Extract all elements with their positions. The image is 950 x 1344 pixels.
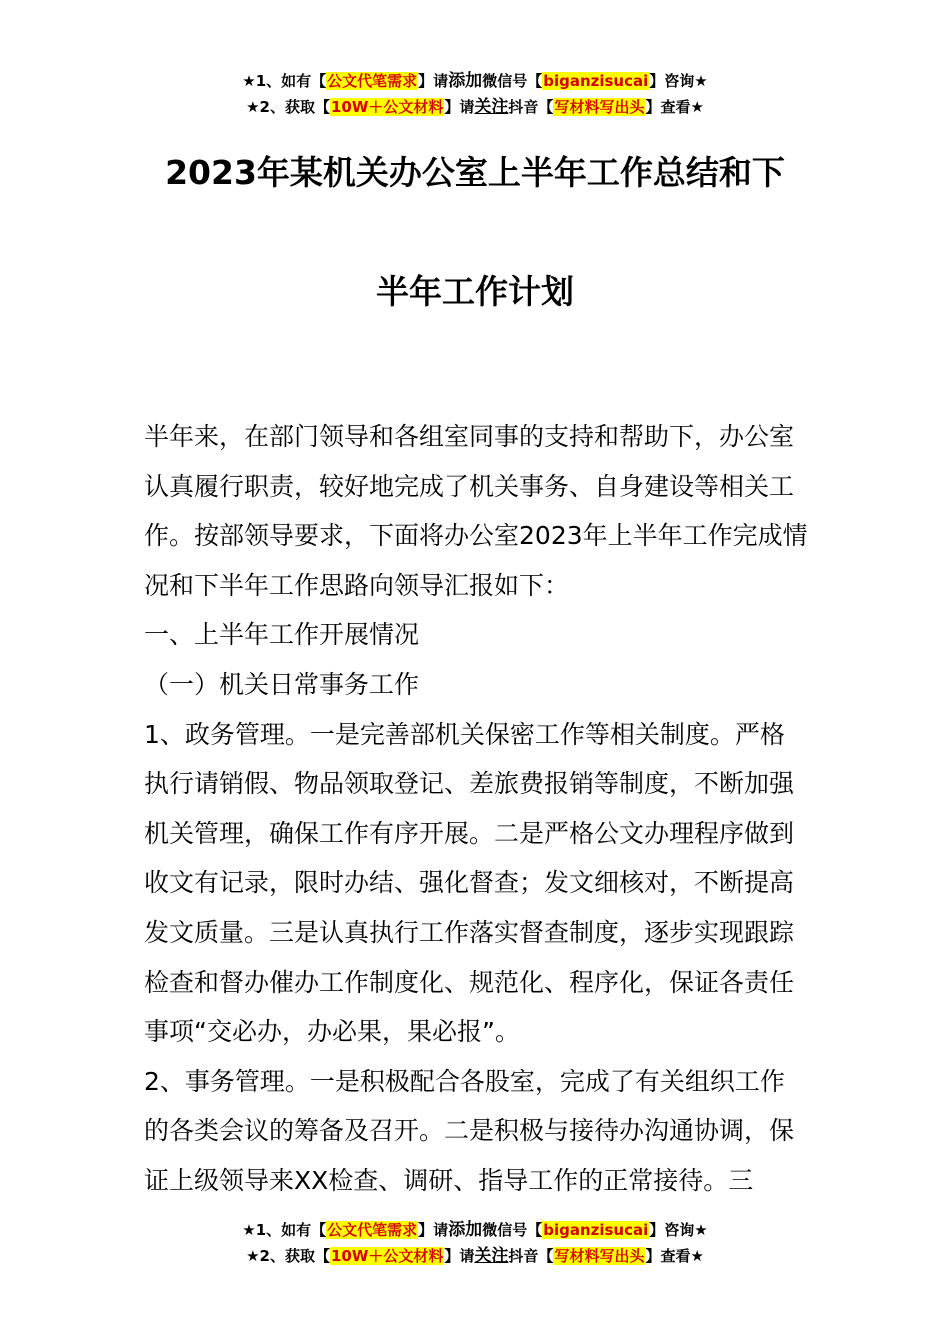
- highlight-wechat-id: biganzisucai: [543, 72, 649, 90]
- banner-line-1: ★1、如有【公文代笔需求】请添加微信号【biganzisucai】咨询★: [242, 1220, 708, 1240]
- section-heading: 一、上半年工作开展情况: [144, 620, 420, 650]
- highlight-wechat-id: biganzisucai: [543, 1221, 649, 1239]
- banner-line-1: ★1、如有【公文代笔需求】请添加微信号【biganzisucai】咨询★: [242, 71, 708, 91]
- paragraph-affairs-management: 2、事务管理。一是积极配合各股室，完成了有关组织工作的各类会议的筹备及召开。二是积极与接待办沟通协调，保证上级领导来XX检查、调研、指导工作的正常接待。三: [144, 1066, 795, 1195]
- document-title-line-2: 半年工作计划: [376, 272, 574, 311]
- highlight-materials: 10W＋公文材料: [330, 1247, 444, 1265]
- bottom-banner: [0, 1217, 950, 1269]
- highlight-douyin: 写材料写出头: [554, 1247, 645, 1265]
- intro-paragraph: 半年来，在部门领导和各组室同事的支持和帮助下，办公室认真履行职责，较好地完成了机关事务、自身建设等相关工作。按部领导要求，下面将办公室2023年上半年工作完成情况和下半年工作思路向领导汇报如下：: [144, 422, 808, 600]
- subsection-heading: （一）机关日常事务工作: [144, 669, 420, 699]
- document-body: [144, 412, 808, 1206]
- banner-line-2: ★2、获取【10W＋公文材料】请关注抖音【写材料写出头】查看★: [246, 97, 704, 117]
- highlight-douyin: 写材料写出头: [554, 98, 645, 116]
- highlight-service: 公文代笔需求: [327, 1221, 418, 1239]
- document-title-line-1: 2023年某机关办公室上半年工作总结和下: [165, 153, 785, 192]
- banner-line-2: ★2、获取【10W＋公文材料】请关注抖音【写材料写出头】查看★: [246, 1246, 704, 1266]
- highlight-service: 公文代笔需求: [327, 72, 418, 90]
- top-banner: [0, 68, 950, 120]
- paragraph-government-affairs: 1、政务管理。一是完善部机关保密工作等相关制度。严格执行请销假、物品领取登记、差旅费报销等制度，不断加强机关管理，确保工作有序开展。二是严格公文办理程序做到收文有记录，限时办结、强化督查；发文细核对，不断提高发文质量。三是认真执行工作落实督查制度，逐步实现跟踪检查和督办催办工作制度化、规范化、程序化，保证各责任事项“交必办，办必果，果必报”。: [144, 719, 795, 1047]
- highlight-materials: 10W＋公文材料: [330, 98, 444, 116]
